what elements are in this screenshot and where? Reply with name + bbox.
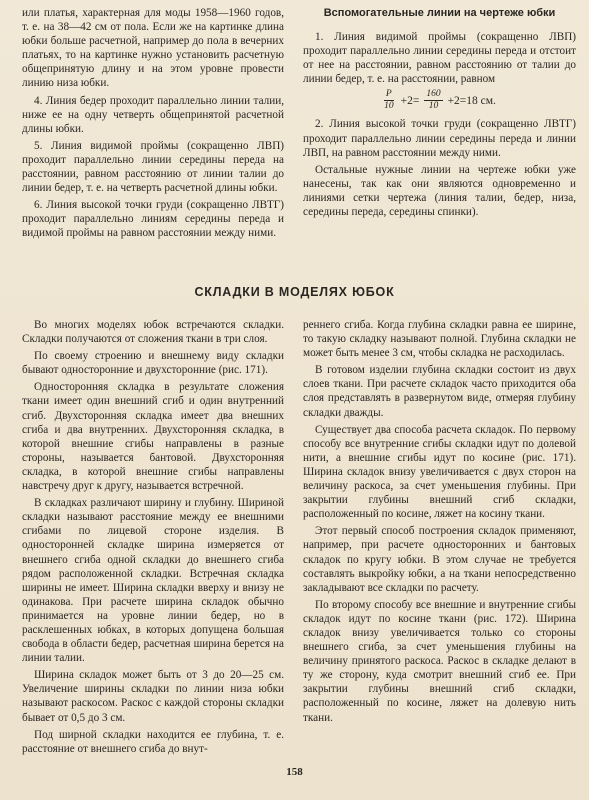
subsection-heading: Вспомогательные линии на чертеже юбки xyxy=(323,7,556,19)
paragraph: 4. Линия бедер проходит параллельно линии талии, ниже ее на одну четверть общепринятой расчетной длины юбки. xyxy=(22,94,284,135)
paragraph: Под ширной складки находится ее глубина, т. е. расстояние от внешнего сгиба до внут- xyxy=(22,728,284,755)
paragraph: 1. Линия видимой проймы (сокращенно ЛВП) проходит параллельно линии середины переда и отстоит от нее на расстоянии, равном расстоянию от талии до линии бедер, т. е. на расстоянии, равном xyxy=(303,31,576,86)
bottom-left-column xyxy=(22,318,284,759)
paragraph: 2. Линия высокой точки груди (сокращенно ЛВТГ) проходит параллельно линии середины переда и линии ЛВП, на равном расстоянии между ними. xyxy=(303,118,576,159)
paragraph: В готовом изделии глубина складки состоит из двух слоев ткани. При расчете складок часто приходится оба слоя представлять в развернутом виде, отмеряя глубину складки дважды. xyxy=(303,364,576,419)
formula-operator: +2= xyxy=(400,94,420,107)
fraction xyxy=(382,89,396,112)
top-left-column xyxy=(22,6,284,244)
paragraph: 5. Линия видимой проймы (сокращенно ЛВП) проходит параллельно линии середины переда на расстоянии, равном расстоянию от линии талии до линии бедер, т. е. на четверть расчетной длины юбки. xyxy=(22,139,284,195)
top-right-column xyxy=(303,6,576,222)
paragraph: По второму способу все внешние и внутренние сгибы складок идут по косине ткани (рис. 172). Ширина складок внизу увеличивается только со стороны внешнего сгиба, за счет уменьшения глубины на величину принятого раскоса. Раскос в складке делают в ту же сторону, куда смотрит внешний сгиб ее. При закрытии глубины внешний сгиб складки, расположенный по косине, ляжет на долевую нить ткани. xyxy=(303,598,576,724)
paragraph: Существует два способа расчета складок. По первому способу все внутренние сгибы складки идут по долевой нити, а внешние сгибы идут по косине (рис. 171). Ширина складок внизу увеличивается с двух сторон на величину раскоса, за счет уменьшения глубины. При закрытии глубины внешний сгиб складки, расположенный по косине, ляжет на косину ткани. xyxy=(303,423,576,521)
paragraph: Ширина складок может быть от 3 до 20—25 см. Увеличение ширины складки по линии низа юбки называют раскосом. Раскос с каждой стороны складки бывает от 0,5 до 3 см. xyxy=(22,669,284,724)
paragraph: В складках различают ширину и глубину. Шириной складки называют расстояние между ее внешними сгибами по лицевой стороне изделия. В односторонней складке ширина измеряется от внешнего сгиба одной складки до внешнего сгиба рядом расположенной складки. Встречная складка ширины не имеет. Ширина складки вверху и внизу не одинакова. При расчете ширина складок обычно принимается на уровне линии бедер, но в расклешенных юбках, в которых допущена большая свобода в области бедер, расчетная ширина берется на линии талии. xyxy=(22,497,284,665)
fraction xyxy=(424,89,442,112)
fraction-denominator: 10 xyxy=(384,101,394,112)
fraction-numerator: 160 xyxy=(426,89,441,100)
bottom-right-column xyxy=(303,318,576,728)
section-title: СКЛАДКИ В МОДЕЛЯХ ЮБОК xyxy=(194,285,395,299)
page-number: 158 xyxy=(286,766,303,778)
paragraph: или платья, характерная для моды 1958—1960 годов, т. е. на 38—42 см от пола. Если же на картинке длина юбки больше расчетной, например до пола в вечерних платьях, то на картинке нужно установить расчетную общепринятую длину и на этом уровне провести линию низа юбки. xyxy=(22,7,284,90)
paragraph: Остальные нужные линии на чертеже юбки уже нанесены, так как они являются одновременно и линиями сетки чертежа (линия талии, бедер, низа, середины переда, середины спинки). xyxy=(303,163,576,219)
fraction-denominator: 10 xyxy=(428,101,439,112)
paragraph: Этот первый способ построения складок применяют, например, при расчете односторонних и бантовых складок по кругу юбки. В этом случае не требуется составлять выкройку юбки, а на ткани непосредственно закладывают все складки по расчету. xyxy=(303,525,576,594)
formula-result: +2=18 см. xyxy=(447,94,496,107)
paragraph: Односторонняя складка в результате сложения ткани имеет один внешний сгиб и один внутренний сгиб. Двухсторонняя складка имеет два внешних сгиба и два внутренних. Двухсторонняя складка, в которой внешние сгибы направлены в разные стороны, называется бантовой. Двухсторонняя складка, в которой внешние сгибы направлены навстречу друг к другу, называется встречной. xyxy=(22,381,284,493)
paragraph: Во многих моделях юбок встречаются складки. Складки получаются от сложения ткани в три слоя. xyxy=(22,319,284,346)
fraction-numerator: P xyxy=(385,89,392,100)
formula xyxy=(303,89,576,112)
paragraph: По своему строению и внешнему виду складки бывают односторонние и двухсторонние (рис. 171). xyxy=(22,350,284,377)
paragraph: 6. Линия высокой точки груди (сокращенно ЛВТГ) проходит параллельно линиям середины переда и видимой проймы на равном расстоянии между ними. xyxy=(22,199,284,240)
paragraph: реннего сгиба. Когда глубина складки равна ее ширине, то такую складку называют полной. Глубина складки не может быть менее 3 см, чтобы складка не расходилась. xyxy=(303,319,576,360)
